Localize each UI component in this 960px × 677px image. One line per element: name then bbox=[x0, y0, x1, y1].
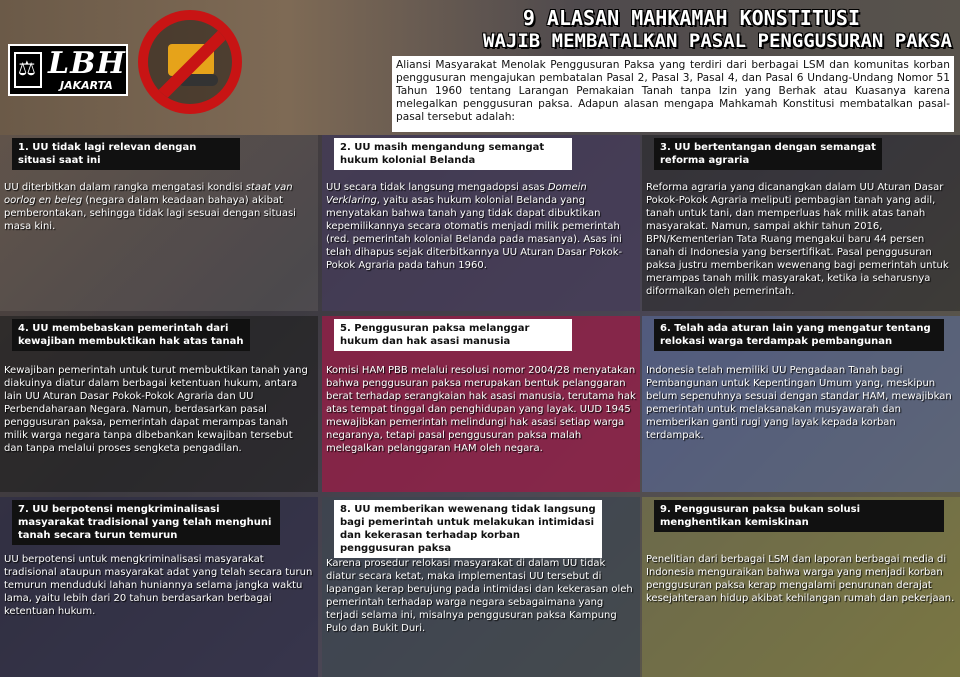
reason-body: UU diterbitkan dalam rangka mengatasi kondisi staat van oorlog en beleg (negara dalam keadaan bahaya) akibat pemberontakan, sehingga tidak lagi sesuai dengan situasi masa kini. bbox=[4, 182, 296, 232]
lbh-jakarta-logo bbox=[8, 44, 128, 96]
reason-card-2 bbox=[322, 135, 640, 311]
reason-card-1 bbox=[0, 135, 318, 311]
reason-body: Komisi HAM PBB melalui resolusi nomor 2004/28 menyatakan bahwa penggusuran paksa merupakan bentuk pelanggaran berat terhadap serangkaian hak asasi manusia, terutama hak atas tempat tinggal dan penghidupan yang layak. UUD 1945 mewajibkan pemerintah melindungi hak asasi setiap warga negaranya, tetapi pasal penggusuran paksa malah melegalkan pelanggaran HAM oleh negara. bbox=[326, 365, 636, 454]
reason-card-5 bbox=[322, 316, 640, 492]
reason-card-6 bbox=[642, 316, 960, 492]
reason-heading: 3. UU bertentangan dengan semangat reforma agraria bbox=[654, 138, 882, 170]
reason-card-8 bbox=[322, 497, 640, 677]
reason-body: Kewajiban pemerintah untuk turut membuktikan tanah yang diakuinya diatur dalam berbagai ketentuan hukum, antara lain UU Aturan Dasar Pokok-Pokok Agraria dan UU Perbendaharaan Negara. Namun, berdasarkan pasal penggusuran paksa, pemerintah dapat merampas tanah milik warga negara tanpa dibebankan kewajiban tersebut dan tanpa melalui proses sengketa pengadilan. bbox=[4, 365, 308, 454]
reason-heading: 1. UU tidak lagi relevan dengan situasi saat ini bbox=[12, 138, 240, 170]
intro-paragraph: Aliansi Masyarakat Menolak Penggusuran Paksa yang terdiri dari berbagai LSM dan komunitas korban penggusuran mengajukan pembatalan Pasal 2, Pasal 3, Pasal 4, dan Pasal 6 Undang-Undang Nomor 51 Tahun 1960 tentang Larangan Pemakaian Tanah tanpa Izin yang Berhak atau Kuasanya karena melegalkan penggusuran paksa. Adapun alasan mengapa Mahkamah Konstitusi membatalkan pasal-pasal tersebut adalah: bbox=[392, 56, 954, 132]
title-line-2: WAJIB MEMBATALKAN PASAL PENGGUSURAN PAKSA bbox=[483, 30, 952, 52]
reason-card-9 bbox=[642, 497, 960, 677]
reason-heading: 8. UU memberikan wewenang tidak langsung bagi pemerintah untuk melakukan intimidasi dan kekerasan terhadap korban penggusuran paksa bbox=[334, 500, 602, 558]
reason-heading: 6. Telah ada aturan lain yang mengatur tentang relokasi warga terdampak pembangunan bbox=[654, 319, 944, 351]
reason-heading: 9. Penggusuran paksa bukan solusi menghentikan kemiskinan bbox=[654, 500, 944, 532]
reason-heading: 2. UU masih mengandung semangat hukum kolonial Belanda bbox=[334, 138, 572, 170]
reason-body: UU secara tidak langsung mengadopsi asas Domein Verklaring, yaitu asas hukum kolonial Belanda yang menyatakan bahwa tanah yang tidak dapat dibuktikan kepemilikannya secara otomatis menjadi milik pemerintah (red. pemerintah kolonial Belanda pada masanya). Asas ini telah dihapus sejak diterbitkannya UU Aturan Dasar Pokok-Pokok Agraria pada tahun 1960. bbox=[326, 182, 623, 271]
logo-org: LBH bbox=[48, 46, 126, 81]
reason-heading: 7. UU berpotensi mengkriminalisasi masyarakat tradisional yang telah menghuni tanah secara turun temurun bbox=[12, 500, 280, 545]
reason-card-4 bbox=[0, 316, 318, 492]
reason-heading: 4. UU membebaskan pemerintah dari kewajiban membuktikan hak atas tanah bbox=[12, 319, 250, 351]
reason-body: Karena prosedur relokasi masyarakat di dalam UU tidak diatur secara ketat, maka implementasi UU tersebut di lapangan kerap berujung pada intimidasi dan kekerasan oleh pemerintah terhadap warga negara sebagaimana yang terjadi selama ini, misalnya penggusuran paksa Kampung Pulo dan Bukit Duri. bbox=[326, 558, 633, 634]
reason-heading: 5. Penggusuran paksa melanggar hukum dan hak asasi manusia bbox=[334, 319, 572, 351]
no-excavator-icon bbox=[138, 10, 242, 114]
logo-city: JAKARTA bbox=[60, 79, 113, 92]
page-title bbox=[483, 6, 952, 52]
reason-body: UU berpotensi untuk mengkriminalisasi masyarakat tradisional ataupun masyarakat adat yang telah secara turun temurun menduduki lahan huniannya selama jangka waktu lama, yaitu lebih dari 20 tahun berdasarkan berbagai ketentuan hukum. bbox=[4, 554, 313, 617]
reason-card-7 bbox=[0, 497, 318, 677]
reason-body: Indonesia telah memiliki UU Pengadaan Tanah bagi Pembangunan untuk Kepentingan Umum yang, meskipun belum sepenuhnya sesuai dengan standar HAM, mewajibkan pemerintah untuk melaksanakan musyawarah dan memberikan ganti rugi yang layak kepada korban terdampak. bbox=[646, 365, 952, 441]
reason-body: Reforma agraria yang dicanangkan dalam UU Aturan Dasar Pokok-Pokok Agraria meliputi pembagian tanah yang adil, tanah untuk tani, dan memperluas hak milik atas tanah masyarakat. Namun, sampai akhir tahun 2016, BPN/Kementerian Tata Ruang mengakui baru 44 persen tanah di Indonesia yang bersertifikat. Pasal penggusuran paksa justru memberikan wewenang bagi pemerintah untuk merampas tanah milik masyarakat, ketika ia seharusnya diformalkan oleh pemerintah. bbox=[646, 182, 949, 297]
reason-card-3 bbox=[642, 135, 960, 311]
scales-of-justice-icon bbox=[14, 52, 42, 88]
reason-body: Penelitian dari berbagai LSM dan laporan berbagai media di Indonesia menguraikan bahwa warga yang menjadi korban penggusuran paksa kerap mengalami penurunan derajat kesejahteraan hidup akibat kehilangan rumah dan pekerjaan. bbox=[646, 554, 955, 604]
title-line-1: 9 ALASAN MAHKAMAH KONSTITUSI bbox=[522, 6, 860, 30]
